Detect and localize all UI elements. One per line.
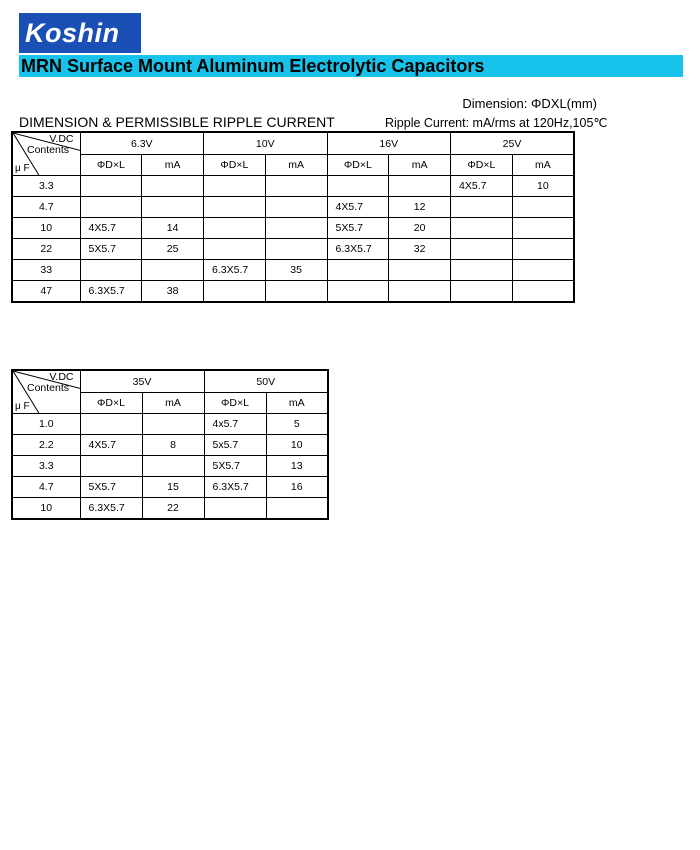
vdc-label: V.DC [49,371,74,383]
table-row [12,498,328,520]
ripple-current-cell [142,414,204,435]
ma-subheader: mA [389,155,451,176]
capacitance-cell: 4.7 [12,477,80,498]
table-row [12,414,328,435]
corner-header-cell [12,132,80,176]
ripple-current-cell [266,498,328,520]
ripple-current-cell [142,260,204,281]
dimension-cell: 6.3X5.7 [204,477,266,498]
ripple-current-cell: 10 [266,435,328,456]
dimension-cell: 6.3X5.7 [80,498,142,520]
capacitance-unit-label: μ F [15,401,30,412]
voltage-header-row [12,132,574,155]
ripple-current-cell [512,218,574,239]
ripple-current-cell: 8 [142,435,204,456]
corner-header-cell [12,370,80,414]
ripple-table-high-voltage [11,369,329,520]
page-title: MRN Surface Mount Aluminum Electrolytic Capacitors [19,55,683,77]
dimension-cell: 4X5.7 [451,176,513,197]
voltage-header: 10V [204,132,328,155]
table-row [12,477,328,498]
ripple-current-cell: 20 [389,218,451,239]
capacitance-cell: 4.7 [12,197,80,218]
table-row [12,456,328,477]
dimension-cell [80,414,142,435]
ripple-current-cell: 25 [142,239,204,260]
dimension-cell [327,281,389,303]
ripple-current-cell [512,197,574,218]
ripple-current-cell [389,281,451,303]
dimension-subheader: ΦD×L [80,393,142,414]
ripple-current-cell [265,239,327,260]
ripple-current-cell [265,281,327,303]
voltage-header: 6.3V [80,132,204,155]
table-row [12,435,328,456]
contents-label: Contents [27,382,70,394]
ma-subheader: mA [142,155,204,176]
dimension-cell [204,218,266,239]
dimension-cell: 4x5.7 [204,414,266,435]
table-row [12,260,574,281]
dimension-subheader: ΦD×L [451,155,513,176]
ripple-current-cell [142,176,204,197]
dimension-cell [204,197,266,218]
dimension-cell: 5X5.7 [204,456,266,477]
ripple-current-cell: 12 [389,197,451,218]
dimension-cell: 5X5.7 [327,218,389,239]
dimension-cell [80,176,142,197]
dimension-subheader: ΦD×L [204,155,266,176]
dimension-cell: 4X5.7 [80,435,142,456]
ripple-current-cell: 15 [142,477,204,498]
dimension-subheader: ΦD×L [204,393,266,414]
dimension-cell [451,239,513,260]
ripple-current-cell [389,176,451,197]
dimension-note: Dimension: ΦDXL(mm) [462,96,597,111]
dimension-cell: 6.3X5.7 [80,281,142,303]
ripple-current-cell [512,239,574,260]
dimension-subheader: ΦD×L [80,155,142,176]
ripple-current-cell: 5 [266,414,328,435]
table-row [12,197,574,218]
dimension-cell [451,281,513,303]
ripple-current-cell [265,218,327,239]
ripple-table-low-voltage [11,131,575,303]
ma-subheader: mA [265,155,327,176]
dimension-cell [80,260,142,281]
voltage-header: 25V [451,132,575,155]
capacitance-cell: 33 [12,260,80,281]
dimension-cell [204,281,266,303]
ripple-current-cell: 13 [266,456,328,477]
table-row [12,239,574,260]
ma-subheader: mA [266,393,328,414]
voltage-header: 35V [80,370,204,393]
capacitance-cell: 10 [12,498,80,520]
dimension-cell: 4X5.7 [80,218,142,239]
dimension-cell [327,260,389,281]
ripple-current-cell [265,197,327,218]
capacitance-cell: 3.3 [12,176,80,197]
dimension-cell: 5X5.7 [80,239,142,260]
ripple-current-cell [512,260,574,281]
dimension-cell [451,260,513,281]
voltage-header-row [12,370,328,393]
dimension-cell: 6.3X5.7 [327,239,389,260]
dimension-subheader: ΦD×L [327,155,389,176]
ripple-current-cell: 22 [142,498,204,520]
ripple-current-cell: 16 [266,477,328,498]
ma-subheader: mA [512,155,574,176]
dimension-cell [451,197,513,218]
ripple-current-cell: 38 [142,281,204,303]
dimension-cell [80,197,142,218]
voltage-header: 50V [204,370,328,393]
dimension-cell: 4X5.7 [327,197,389,218]
ripple-current-cell [142,456,204,477]
dimension-cell [204,498,266,520]
dimension-cell: 5x5.7 [204,435,266,456]
voltage-header: 16V [327,132,451,155]
dimension-cell [451,218,513,239]
dimension-cell [80,456,142,477]
table-row [12,281,574,303]
ripple-current-cell: 35 [265,260,327,281]
ripple-current-note: Ripple Current: mA/rms at 120Hz,105℃ [385,116,608,130]
capacitance-cell: 3.3 [12,456,80,477]
capacitance-cell: 10 [12,218,80,239]
dimension-cell [204,176,266,197]
subheader-row [12,155,574,176]
dimension-cell [204,239,266,260]
ripple-current-cell [389,260,451,281]
capacitance-unit-label: μ F [15,163,30,174]
capacitance-cell: 47 [12,281,80,303]
dimension-cell [327,176,389,197]
dimension-cell: 5X5.7 [80,477,142,498]
brand-logo: Koshin [19,13,141,53]
dimension-cell: 6.3X5.7 [204,260,266,281]
ripple-current-cell [512,281,574,303]
ripple-current-cell [142,197,204,218]
capacitance-cell: 1.0 [12,414,80,435]
contents-label: Contents [27,144,70,156]
section-heading: DIMENSION & PERMISSIBLE RIPPLE CURRENT [19,114,335,130]
table-row [12,218,574,239]
ma-subheader: mA [142,393,204,414]
capacitance-cell: 2.2 [12,435,80,456]
capacitance-cell: 22 [12,239,80,260]
ripple-current-cell [265,176,327,197]
ripple-current-cell: 32 [389,239,451,260]
vdc-label: V.DC [49,133,74,145]
table-row [12,176,574,197]
ripple-current-cell: 14 [142,218,204,239]
ripple-current-cell: 10 [512,176,574,197]
